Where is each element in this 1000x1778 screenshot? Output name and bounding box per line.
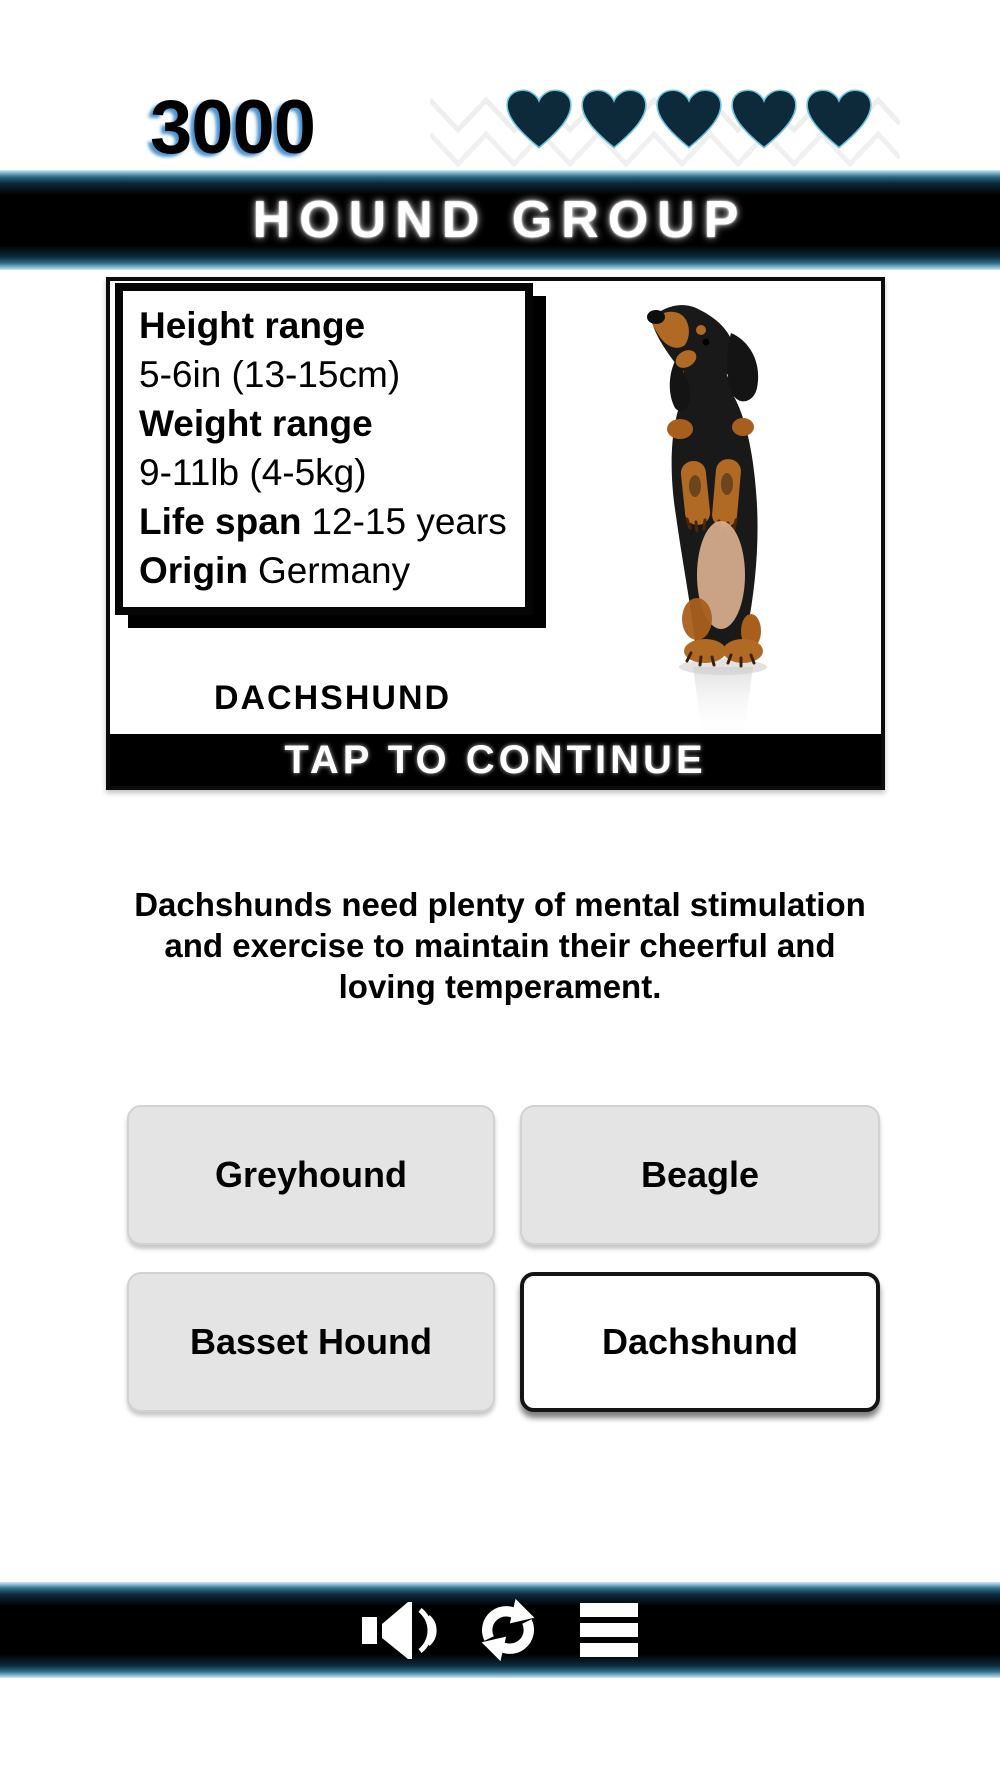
answer-button-basset-hound[interactable]: Basset Hound [127,1272,495,1412]
origin-value: Germany [257,550,411,591]
menu-button[interactable] [578,1599,640,1661]
menu-icon [578,1599,640,1661]
tap-to-continue-label: TAP TO CONTINUE [284,737,707,782]
volume-icon [360,1597,438,1663]
group-banner [0,170,1000,270]
weight-label: Weight range [139,403,373,444]
heart-icon [580,88,648,152]
breed-name: DACHSHUND [213,679,452,717]
heart-icon [805,88,873,152]
height-label: Height range [139,305,366,346]
heart-icon [505,88,573,152]
refresh-button[interactable] [472,1597,544,1663]
tap-to-continue-bar[interactable] [110,734,881,786]
breed-card[interactable] [106,277,885,790]
volume-button[interactable] [360,1597,438,1663]
lifespan-value: 12-15 years [311,501,507,542]
lives [505,88,873,152]
weight-value: 9-11lb (4-5kg) [139,452,367,493]
lifespan-label: Life span [139,501,302,542]
heart-icon [655,88,723,152]
origin-label: Origin [139,550,248,591]
origin-line [139,546,509,595]
dog-image [635,301,780,741]
breed-description: Dachshunds need plenty of mental stimulation and exercise to maintain their cheerful and loving temperament. [134,886,866,1005]
answer-button-greyhound[interactable]: Greyhound [127,1105,495,1245]
answer-button-dachshund[interactable]: Dachshund [520,1272,880,1412]
height-value: 5-6in (13-15cm) [139,354,401,395]
answer-button-beagle[interactable]: Beagle [520,1105,880,1245]
stats-box [115,283,533,615]
score-label: 3000 [150,85,316,170]
lifespan-line [139,497,509,546]
refresh-icon [472,1597,544,1663]
heart-icon [730,88,798,152]
group-title: HOUND GROUP [252,191,748,249]
answer-grid [127,1105,880,1412]
footer-bar [0,1582,1000,1678]
